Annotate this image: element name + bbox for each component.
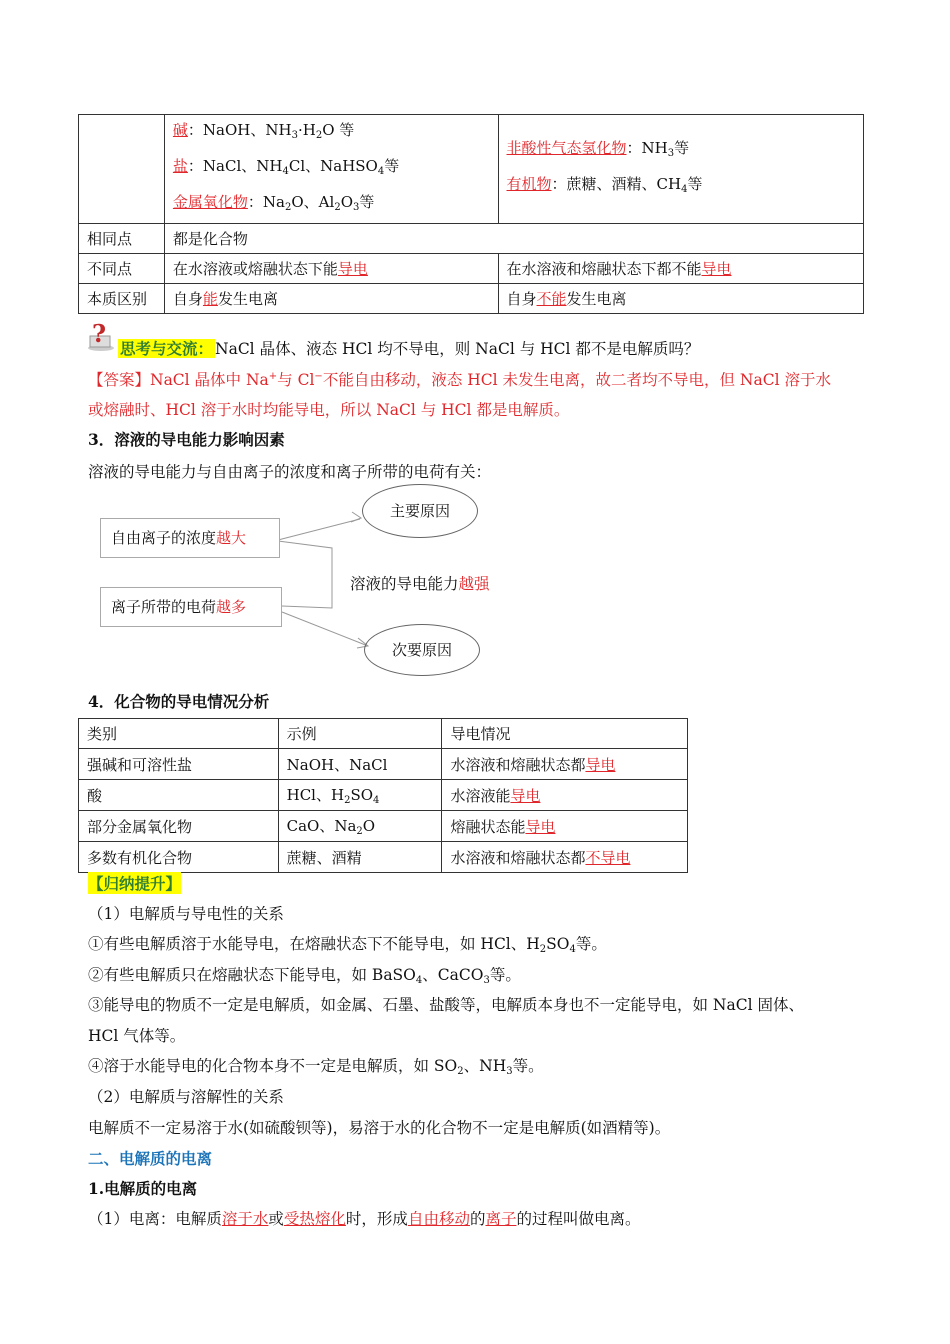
ellipse-main-reason: 主要原因	[362, 484, 478, 538]
table-cell-examples-left: 碱：NaOH、$NH_3\cdot H_2O$ 等 盐：NaCl、$NH_4Cl$、NaHSO$_4$等 金属氧化物：$Na_2O$、$Al_2O_3$等	[164, 115, 498, 224]
table-row: 强碱和可溶性盐 NaOH、NaCl 水溶液和熔融状态都导电	[79, 749, 688, 780]
summary-p5: HCl 气体等。	[88, 1027, 186, 1045]
part2-title: 二、电解质的电离	[88, 1149, 213, 1168]
header-conductivity: 导电情况	[442, 719, 688, 749]
table-row: 部分金属氧化物 CaO、$Na_2O$ 熔融状态能导电	[79, 811, 688, 842]
svg-text:?: ?	[92, 322, 107, 348]
table-row: 酸 HCl、$H_2SO_4$ 水溶液能导电	[79, 780, 688, 811]
summary-p7: （2）电解质与溶解性的关系	[88, 1088, 284, 1106]
summary-p2: ①有些电解质溶于水能导电，在熔融状态下不能导电，如 HCl、$H_2SO_4$等。	[88, 935, 607, 955]
table-row: 多数有机化合物 蔗糖、酒精 水溶液和熔融状态都不导电	[79, 842, 688, 873]
table-cell-empty	[79, 115, 165, 224]
summary-p8: 电解质不一定易溶于水(如硫酸钡等)，易溶于水的化合物不一定是电解质(如酒精等)。	[88, 1119, 671, 1137]
row-essence-left: 自身能发生电离	[164, 284, 498, 314]
row-diff-right: 在水溶液和熔融状态下都不能导电	[498, 254, 864, 284]
part2-subtitle: 1.电解质的电离	[88, 1179, 198, 1198]
summary-p1: （1）电解质与导电性的关系	[88, 905, 284, 923]
summary-p3: ②有些电解质只在熔融状态下能导电，如 BaSO$_4$、CaCO$_3$等。	[88, 966, 521, 986]
oxide-label: 金属氧化物	[172, 193, 248, 211]
think-label: 思考与交流：	[120, 339, 214, 358]
header-example: 示例	[278, 719, 442, 749]
base-label: 碱	[172, 121, 188, 139]
conductivity-table	[78, 718, 688, 873]
think-answer-line2: 或熔融时、HCl 溶于水时均能导电，所以 NaCl 与 HCl 都是电解质。	[88, 401, 570, 419]
row-head-same: 相同点	[79, 224, 165, 254]
summary-p4: ③能导电的物质不一定是电解质，如金属、石墨、盐酸等，电解质本身也不一定能导电，如 NaCl 固体、	[88, 996, 804, 1014]
header-category: 类别	[79, 719, 279, 749]
section3-intro: 溶液的导电能力与自由离子的浓度和离子所带的电荷有关：	[88, 463, 492, 481]
diagram-result: 溶液的导电能力越强	[350, 575, 490, 593]
salt-label: 盐	[172, 157, 188, 175]
factor-box-concentration: 自由离子的浓度越大	[100, 518, 280, 558]
summary-label: 【归纳提升】	[88, 874, 182, 893]
row-same-content: 都是化合物	[164, 224, 863, 254]
row-head-diff: 不同点	[79, 254, 165, 284]
row-head-essence: 本质区别	[79, 284, 165, 314]
think-line	[118, 337, 699, 359]
table-cell-examples-right: 非酸性气态氢化物：$NH_3$等 有机物：蔗糖、酒精、$CH_4$等	[498, 115, 864, 224]
organic-label: 有机物	[506, 175, 552, 193]
think-question: NaCl 晶体、液态 HCl 均不导电，则 NaCl 与 HCl 都不是电解质吗？	[215, 340, 700, 358]
row-essence-right: 自身不能发生电离	[498, 284, 864, 314]
ellipse-secondary-reason: 次要原因	[364, 624, 480, 676]
question-mark-icon	[86, 322, 116, 352]
gas-label: 非酸性气态氢化物	[506, 139, 627, 157]
summary-p6: ④溶于水能导电的化合物本身不一定是电解质，如 $SO_2$、$NH_3$等。	[88, 1057, 544, 1077]
comparison-table	[78, 114, 864, 314]
row-diff-left: 在水溶液或熔融状态下能导电	[164, 254, 498, 284]
section3-title: 3．溶液的导电能力影响因素	[88, 430, 285, 449]
factor-box-charge: 离子所带的电荷越多	[100, 587, 282, 627]
think-answer-line1: 【答案】NaCl 晶体中 Na+与 Cl−不能自由移动，液态 HCl 未发生电离，故二者均不导电，但 NaCl 溶于水	[88, 370, 831, 389]
section4-title: 4．化合物的导电情况分析	[88, 692, 270, 711]
part2-line1: （1）电离：电解质溶于水或受热熔化时，形成自由移动的离子的过程叫做电离。	[88, 1210, 641, 1228]
